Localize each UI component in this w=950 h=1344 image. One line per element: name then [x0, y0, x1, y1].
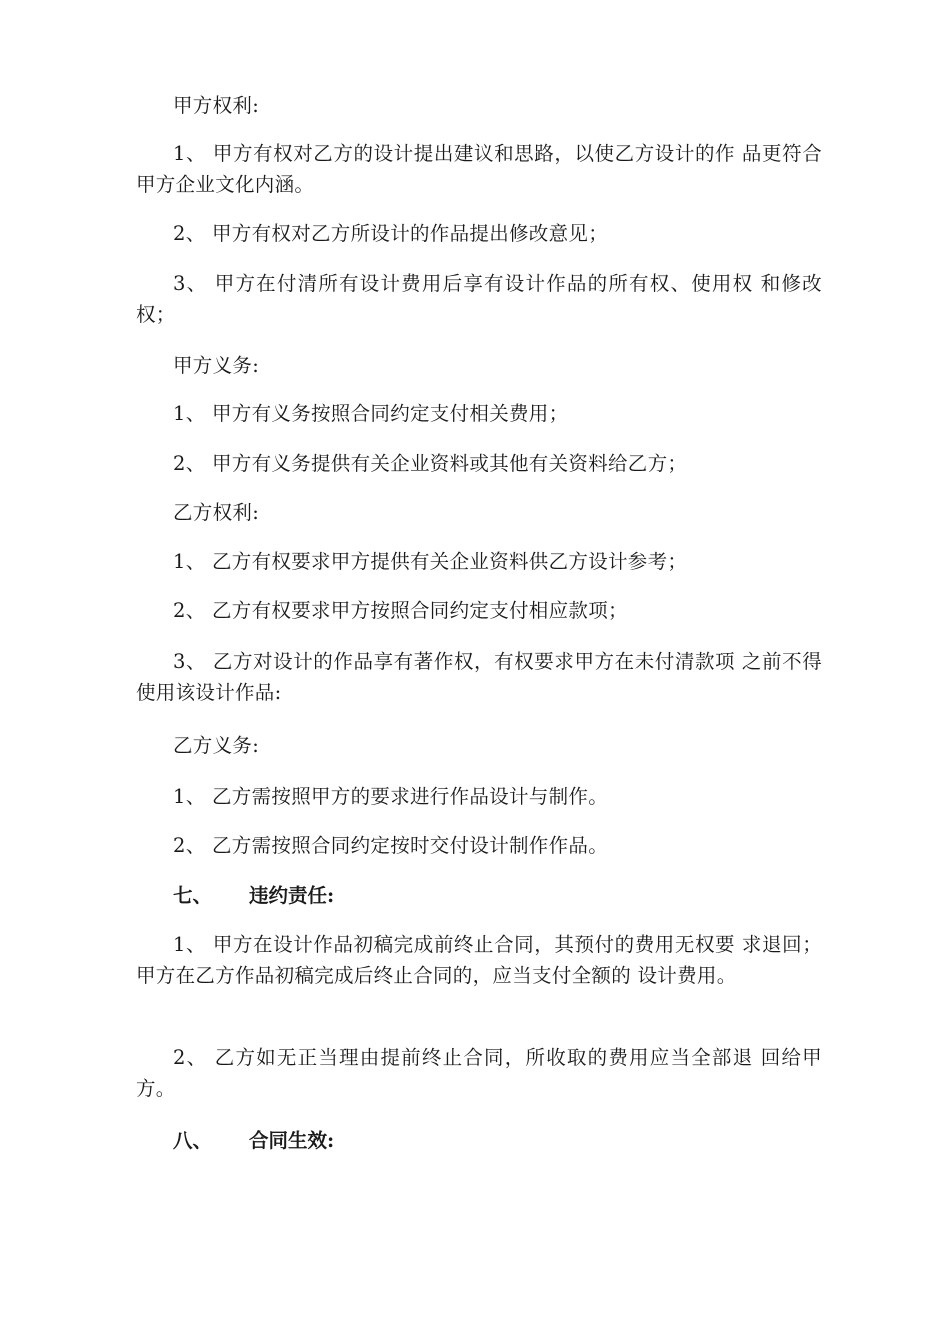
party-a-rights-title: 甲方权利:: [173, 94, 260, 117]
party-a-duties-title: 甲方义务:: [173, 354, 260, 377]
party-a-rights-item-2: 2、 甲方有权对乙方所设计的作品提出修改意见；: [173, 222, 609, 245]
section-7-heading: [173, 880, 334, 911]
party-b-duties-title: 乙方义务:: [173, 734, 260, 757]
party-a-rights-item-1: 1、 甲方有权对乙方的设计提出建议和思路，以使乙方设计的作 品更符合甲方企业文化内涵。: [136, 142, 822, 196]
section-8-heading: [173, 1125, 334, 1156]
breach-item-1: 1、 甲方在设计作品初稿完成前终止合同，其预付的费用无权要 求退回；甲方在乙方作品初稿完成后终止合同的，应当支付全额的 设计费用。: [136, 933, 822, 987]
breach-item-2: 2、 乙方如无正当理由提前终止合同，所收取的费用应当全部退 回给甲方。: [136, 1046, 822, 1100]
party-b-duties-item-1: 1、 乙方需按照甲方的要求进行作品设计与制作。: [173, 785, 609, 808]
party-b-rights-title: 乙方权利:: [173, 501, 260, 524]
party-a-duties-item-2: 2、 甲方有义务提供有关企业资料或其他有关资料给乙方；: [173, 452, 688, 475]
section-8-number: 八、: [173, 1129, 213, 1152]
party-b-duties-item-2: 2、 乙方需按照合同约定按时交付设计制作作品。: [173, 834, 609, 857]
party-b-rights-item-1: 1、 乙方有权要求甲方提供有关企业资料供乙方设计参考；: [173, 550, 688, 573]
party-b-rights-item-3: 3、 乙方对设计的作品享有著作权，有权要求甲方在未付清款项 之前不得使用该设计作品:: [136, 650, 822, 704]
party-b-rights-item-2: 2、 乙方有权要求甲方按照合同约定支付相应款项；: [173, 599, 628, 622]
party-a-duties-item-1: 1、 甲方有义务按照合同约定支付相关费用；: [173, 402, 569, 425]
party-a-rights-item-3: 3、 甲方在付清所有设计费用后享有设计作品的所有权、使用权 和修改权；: [136, 272, 822, 326]
section-7-number: 七、: [173, 884, 213, 907]
section-7-title: 违约责任:: [249, 884, 335, 907]
section-8-title: 合同生效:: [249, 1129, 335, 1152]
